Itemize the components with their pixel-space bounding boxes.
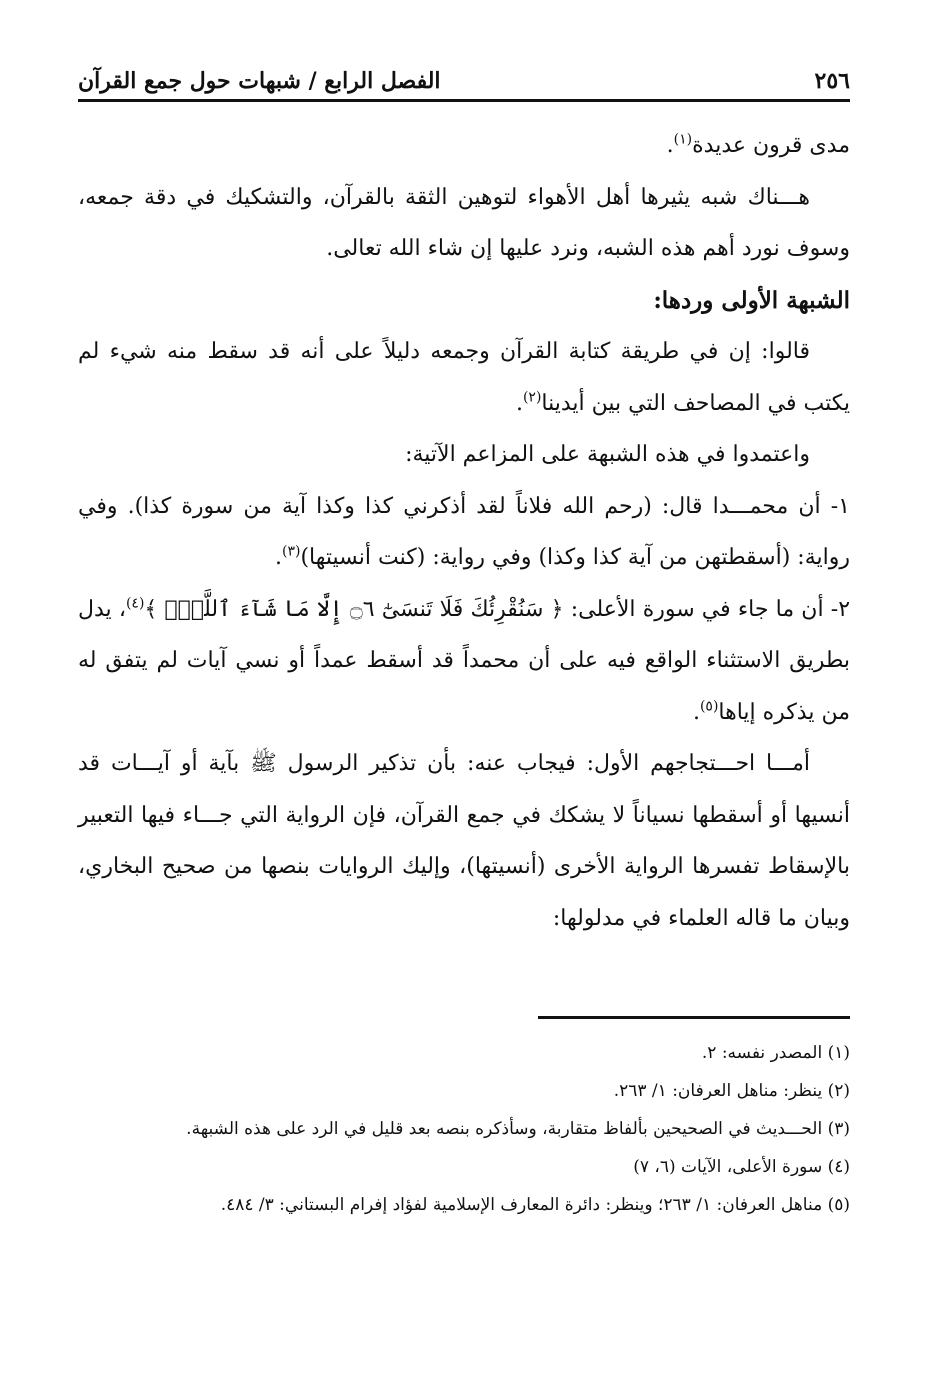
paragraph-1-text: مدى قرون عديدة (692, 133, 850, 158)
paragraph-1-end: . (666, 133, 674, 158)
paragraph-6-text: ٢- أن ما جاء في سورة الأعلى: ﴿ سَنُقْرِئُكَ فَلَا تَنسَىٰٓ ۝٦ إِلَّا مَا شَآءَ ٱللَّهُۚ ﴾ (144, 596, 851, 622)
footnote-4: (٤) سورة الأعلى، الآيات (٦، ٧) (633, 1157, 850, 1177)
running-header (78, 62, 850, 102)
footnote-ref-4: (٤) (125, 595, 145, 612)
paragraph-7: أمـــا احـــتجاجهم الأول: فيجاب عنه: بأن تذكير الرسول ﷺ بآية أو آيـــات قد أنسيها أو أسقطها نسياناً لا يشكك في جمع القرآن، فإن الرواية التي جـــاء فيها التعبير بالإسقاط تفسرها الرواية الأخرى (أنسيتها)، وإليك الروايات بنصها من صحيح البخاري، وبيان ما قاله العلماء في مدلولها: (78, 751, 850, 931)
section-heading: الشبهة الأولى وردها: (653, 286, 850, 314)
main-text (78, 120, 850, 944)
paragraph-6 (78, 584, 850, 739)
footnotes (78, 1034, 850, 1224)
footnote-5: (٥) مناهل العرفان: ١/ ٢٦٣؛ وينظر: دائرة المعارف الإسلامية لفؤاد إفرام البستاني: ٣/ ٤٨٤. (220, 1195, 850, 1215)
footnote-ref-2: (٢) (522, 389, 542, 406)
paragraph-2: هـــناك شبه يثيرها أهل الأهواء لتوهين الثقة بالقرآن، والتشكيك في دقة جمعه، وسوف نورد أهم هذه الشبه، ونرد عليها إن شاء الله تعالى. (78, 184, 850, 261)
paragraph-6-end: . (692, 699, 700, 725)
footnote-ref-3: (٣) (282, 543, 301, 560)
paragraph-5-text: ١- أن محمـــدا قال: (رحم الله فلاناً لقد أذكرني كذا وكذا آية من سورة كذا). وفي رواية: (أسقطتهن من آية كذا وكذا) وفي رواية: (كنت أنسيتها) (78, 493, 850, 570)
paragraph-6-middle: ، يدل بطريق الاستثناء الواقع فيه على أن محمداً قد أسقط عمداً أو نسي آيات لم يتفق له من يذكره إياها (78, 596, 850, 725)
paragraph-5-end: . (275, 545, 282, 570)
footnote-3: (٣) الحـــديث في الصحيحين بألفاظ متقاربة، وسأذكره بنصه بعد قليل في الرد على هذه الشبهة. (186, 1119, 850, 1139)
paragraph-4: واعتمدوا في هذه الشبهة على المزاعم الآتية: (405, 442, 810, 467)
footnote-separator (538, 1016, 850, 1019)
footnote-1: (١) المصدر نفسه: ٢. (701, 1043, 850, 1063)
chapter-title: الفصل الرابع / شبهات حول جمع القرآن (78, 67, 441, 94)
paragraph-1 (78, 120, 850, 172)
paragraph-3-text: قالوا: إن في طريقة كتابة القرآن وجمعه دليلاً على أنه قد سقط منه شيء لم يكتب في المصاحف التي بين أيدينا (78, 339, 850, 416)
footnote-2: (٢) ينظر: مناهل العرفان: ١/ ٢٦٣. (613, 1081, 850, 1101)
paragraph-3-end: . (515, 390, 523, 416)
page-number: ٢٥٦ (814, 67, 850, 94)
footnote-ref-5: (٥) (699, 698, 719, 715)
paragraph-5 (78, 481, 850, 584)
footnote-ref-1: (١) (673, 131, 693, 148)
paragraph-3 (78, 326, 850, 429)
